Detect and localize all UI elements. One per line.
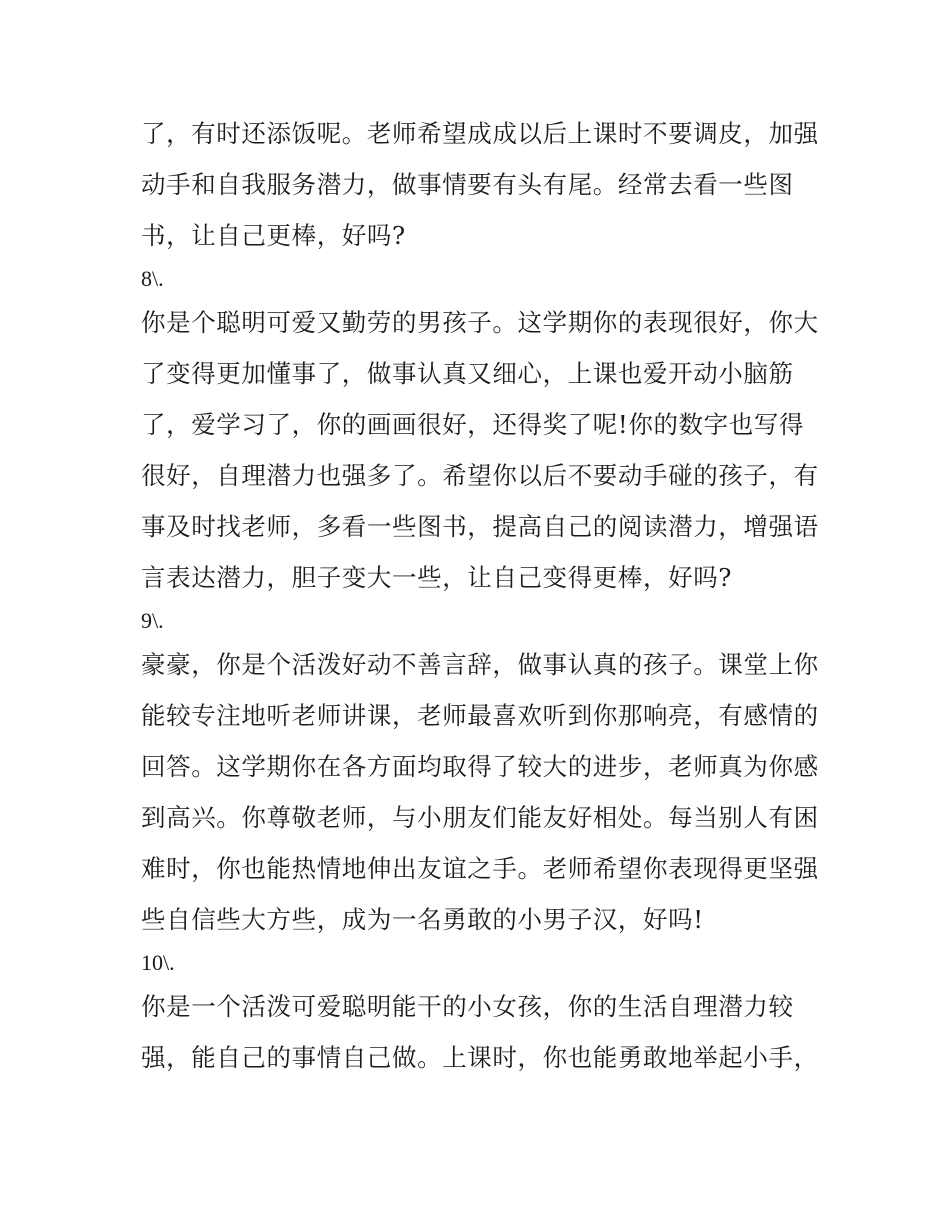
text-line: 言表达潜力，胆子变大一些，让自己变得更棒，好吗? (141, 563, 733, 592)
document-body (141, 108, 821, 1083)
paragraph-comment-9 (141, 639, 821, 945)
text-line: 难时，你也能热情地伸出友谊之手。老师希望你表现得更坚强 (141, 854, 819, 883)
text-line: 了，有时还添饭呢。老师希望成成以后上课时不要调皮，加强 (141, 119, 819, 148)
text-line: 到高兴。你尊敬老师，与小朋友们能友好相处。每当别人有困 (141, 803, 819, 832)
item-number: 9\. (141, 608, 164, 633)
text-line: 些自信些大方些，成为一名勇敢的小男子汉，好吗! (141, 905, 704, 934)
text-line: 能较专注地听老师讲课，老师最喜欢听到你那响亮，有感情的 (141, 701, 819, 730)
paragraph-comment-10 (141, 981, 821, 1083)
text-line: 回答。这学期你在各方面均取得了较大的进步，老师真为你感 (141, 752, 819, 781)
text-line: 强，能自己的事情自己做。上课时，你也能勇敢地举起小手， (141, 1043, 819, 1072)
text-line: 了变得更加懂事了，做事认真又细心，上课也爱开动小脑筋 (141, 359, 794, 388)
item-number: 10\. (141, 950, 175, 975)
paragraph-comment-7-end (141, 108, 821, 261)
item-number: 8\. (141, 266, 164, 291)
text-line: 了，爱学习了，你的画画很好，还得奖了呢!你的数字也写得 (141, 410, 805, 439)
text-line: 动手和自我服务潜力，做事情要有头有尾。经常去看一些图 (141, 170, 794, 199)
text-line: 很好，自理潜力也强多了。希望你以后不要动手碰的孩子，有 (141, 461, 819, 490)
text-line: 书，让自己更棒，好吗? (141, 221, 406, 250)
text-line: 豪豪，你是个活泼好动不善言辞，做事认真的孩子。课堂上你 (141, 650, 819, 679)
text-line: 你是个聪明可爱又勤劳的男孩子。这学期你的表现很好，你大 (141, 308, 819, 337)
text-line: 你是一个活泼可爱聪明能干的小女孩，你的生活自理潜力较 (141, 992, 794, 1021)
text-line: 事及时找老师，多看一些图书，提高自己的阅读潜力，增强语 (141, 512, 819, 541)
paragraph-comment-8 (141, 297, 821, 603)
